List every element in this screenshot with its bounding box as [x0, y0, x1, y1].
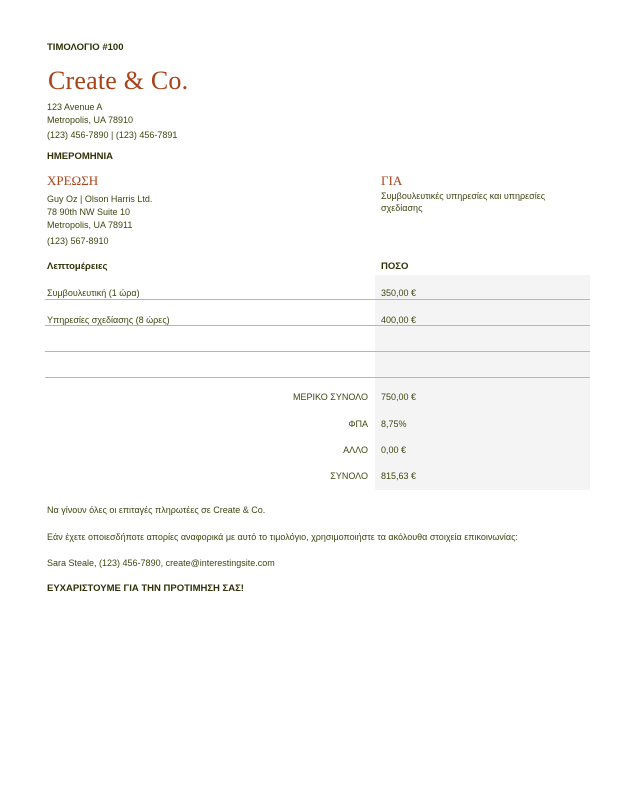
- bill-to-city: Metropolis, UA 78911: [47, 220, 133, 230]
- bill-to-street: 78 90th NW Suite 10: [47, 207, 131, 217]
- column-header-details: Λεπτομέρειες: [47, 261, 108, 272]
- row-divider: [45, 299, 590, 300]
- subtotal-label: ΜΕΡΙΚΟ ΣΥΝΟΛΟ: [293, 392, 368, 402]
- bill-to-phone: (123) 567-8910: [47, 236, 109, 246]
- total-value: 815,63 €: [381, 471, 417, 481]
- row-divider: [45, 377, 590, 378]
- subtotal-value: 750,00 €: [381, 392, 417, 402]
- contact-info: Sara Steale, (123) 456-7890, create@interestingsite.com: [47, 558, 275, 568]
- for-description: Συμβουλευτικές υπηρεσίες και υπηρεσίες σχεδίασης: [381, 191, 546, 213]
- bill-to-name: Guy Oz | Olson Harris Ltd.: [47, 194, 153, 204]
- thank-you-message: ΕΥΧΑΡΙΣΤΟΥΜΕ ΓΙΑ ΤΗΝ ΠΡΟΤΙΜΗΣΗ ΣΑΣ!: [47, 583, 244, 594]
- for-heading: ΓΙΑ: [381, 173, 403, 188]
- amount-column-shading: [375, 275, 590, 490]
- date-label: ΗΜΕΡΟΜΗΝΙΑ: [47, 151, 113, 162]
- bill-to-heading: ΧΡΕΩΣΗ: [47, 173, 99, 188]
- line-item-details: Υπηρεσίες σχεδίασης (8 ώρες): [47, 315, 170, 325]
- company-address-line2: Metropolis, UA 78910: [47, 115, 134, 125]
- company-address-line1: 123 Avenue A: [47, 102, 103, 112]
- invoice-number: ΤΙΜΟΛΟΓΙΟ #100: [47, 42, 124, 53]
- row-divider: [45, 325, 590, 326]
- column-header-amount: ΠΟΣΟ: [381, 261, 409, 272]
- line-item-amount: 400,00 €: [381, 315, 417, 325]
- total-label: ΣΥΝΟΛΟ: [330, 471, 368, 481]
- tax-label: ΦΠΑ: [348, 419, 368, 429]
- row-divider: [45, 351, 590, 352]
- line-item-amount: 350,00 €: [381, 288, 417, 298]
- other-label: ΑΛΛΟ: [343, 445, 368, 455]
- other-value: 0,00 €: [381, 445, 407, 455]
- line-item-details: Συμβουλευτική (1 ώρα): [47, 288, 140, 298]
- company-phones: (123) 456-7890 | (123) 456-7891: [47, 130, 178, 140]
- payable-note: Να γίνουν όλες οι επιταγές πληρωτέες σε Create & Co.: [47, 505, 266, 515]
- company-name: Create & Co.: [48, 66, 189, 95]
- tax-value: 8,75%: [381, 419, 407, 429]
- questions-note: Εάν έχετε οποιεσδήποτε απορίες αναφορικά με αυτό το τιμολόγιο, χρησιμοποιήστε τα ακόλουθα στοιχεία επικοινωνίας:: [47, 532, 518, 542]
